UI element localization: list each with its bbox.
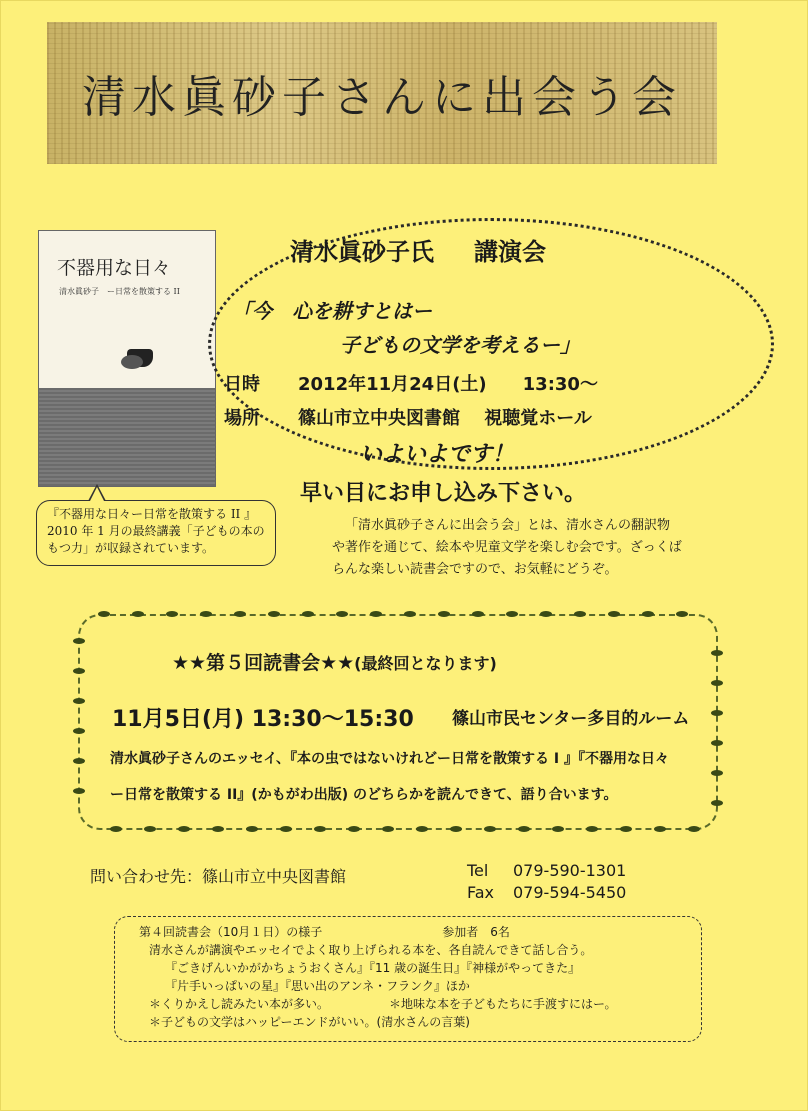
vine-leaf bbox=[676, 611, 688, 617]
callout-line2: 2010 年 1 月の最終講義「子どもの本の bbox=[47, 524, 265, 538]
report-participants: 参加者 6名 bbox=[442, 925, 510, 939]
report-heading: 第４回読書会（10月１日）の様子 bbox=[139, 925, 323, 939]
announcement: いよいよです！ bbox=[360, 442, 515, 467]
vine-leaf bbox=[73, 728, 85, 734]
vine-leaf bbox=[166, 611, 178, 617]
vine-leaf bbox=[73, 638, 85, 644]
vine-leaf bbox=[450, 826, 462, 832]
lecturer-name: 清水眞砂子氏 bbox=[290, 238, 434, 266]
vine-leaf bbox=[73, 758, 85, 764]
place-label: 場所 bbox=[224, 408, 260, 429]
vine-leaf bbox=[382, 826, 394, 832]
callout-line1: 『不器用な日々ー日常を散策する II 』 bbox=[47, 507, 257, 521]
previous-meeting-report bbox=[114, 916, 702, 1042]
vine-leaf bbox=[132, 611, 144, 617]
report-line1: 清水さんが講演やエッセイでよく取り上げられる本を、各自読んできて話し合う。 bbox=[149, 943, 593, 957]
vine-leaf bbox=[144, 826, 156, 832]
vine-leaf bbox=[200, 611, 212, 617]
vine-leaf bbox=[540, 611, 552, 617]
report-note2: ＊地味な本を子どもたちに手渡すにはー。 bbox=[389, 997, 617, 1011]
meeting-title-sub: (最終回となります) bbox=[354, 654, 497, 673]
report-line2: 『ごきげんいかがかちょうおくさん』『11 歳の誕生日』『神様がやってきた』 bbox=[165, 961, 581, 975]
banner-title: 清水眞砂子さんに出会う会 bbox=[82, 72, 682, 123]
vine-leaf bbox=[280, 826, 292, 832]
report-line3: 『片手いっぱいの星』『思い出のアンネ・フランク』ほか bbox=[165, 979, 470, 993]
place-value: 篠山市立中央図書館 視聴覚ホール bbox=[298, 408, 592, 429]
vine-leaf bbox=[416, 826, 428, 832]
vine-leaf bbox=[711, 650, 723, 656]
lecture-theme-line1: 「今 心を耕すとはー bbox=[232, 299, 432, 323]
vine-leaf bbox=[620, 826, 632, 832]
meeting-description-line1: 清水眞砂子さんのエッセイ、『本の虫ではないけれどー日常を散策する I 』『不器用な日々 bbox=[110, 751, 669, 767]
book-cover-band bbox=[39, 388, 215, 486]
vine-leaf bbox=[348, 826, 360, 832]
vine-leaf bbox=[438, 611, 450, 617]
report-note1: ＊くりかえし読みたい本が多い。 bbox=[149, 997, 330, 1011]
book-title: 不器用な日々 bbox=[57, 257, 172, 279]
tel-number: 079-590-1301 bbox=[513, 861, 627, 880]
vine-leaf bbox=[98, 611, 110, 617]
vine-leaf bbox=[73, 788, 85, 794]
vine-leaf bbox=[688, 826, 700, 832]
meeting-place: 篠山市民センター多目的ルーム bbox=[452, 709, 690, 729]
book-cover bbox=[38, 230, 216, 487]
vine-leaf bbox=[711, 740, 723, 746]
vine-leaf bbox=[73, 668, 85, 674]
vine-leaf bbox=[608, 611, 620, 617]
book-author-line: 清水眞砂子 ー日常を散策する II bbox=[59, 287, 180, 296]
date-value: 2012年11月24日(土) 13:30～ bbox=[298, 374, 598, 395]
date-label: 日時 bbox=[224, 374, 260, 395]
vine-leaf bbox=[711, 800, 723, 806]
tel-label: Tel bbox=[467, 861, 489, 880]
vine-leaf bbox=[654, 826, 666, 832]
vine-leaf bbox=[314, 826, 326, 832]
report-notes-row bbox=[139, 995, 689, 1013]
vine-leaf bbox=[586, 826, 598, 832]
vine-leaf bbox=[178, 826, 190, 832]
fax-label: Fax bbox=[467, 883, 495, 902]
lecture-event: 講演会 bbox=[474, 238, 546, 266]
meeting-title-main: ★★第５回読書会★★ bbox=[172, 652, 355, 674]
vine-leaf bbox=[472, 611, 484, 617]
vine-leaf bbox=[404, 611, 416, 617]
report-heading-row bbox=[139, 923, 689, 941]
vine-leaf bbox=[642, 611, 654, 617]
vine-leaf bbox=[212, 826, 224, 832]
vine-leaf bbox=[73, 698, 85, 704]
vine-leaf bbox=[268, 611, 280, 617]
vine-leaf bbox=[711, 710, 723, 716]
about-text: 「清水眞砂子さんに出会う会」とは、清水さんの翻訳物や著作を通じて、絵本や児童文学を楽しむ会です。ざっくばらんな楽しい読書会ですので、お気軽にどうぞ。 bbox=[332, 518, 682, 577]
pot-illustration bbox=[127, 349, 153, 367]
book-callout bbox=[36, 500, 276, 566]
report-note3: ＊子どもの文学はハッピーエンドがいい。(清水さんの言葉) bbox=[149, 1015, 470, 1029]
vine-leaf bbox=[336, 611, 348, 617]
contact-numbers bbox=[467, 860, 626, 904]
vine-leaf bbox=[302, 611, 314, 617]
vine-leaf bbox=[552, 826, 564, 832]
vine-leaf bbox=[574, 611, 586, 617]
title-banner bbox=[47, 22, 717, 164]
vine-leaf bbox=[506, 611, 518, 617]
vine-leaf bbox=[711, 680, 723, 686]
lecture-theme-line2: 子どもの文学を考えるー」 bbox=[340, 333, 580, 357]
vine-leaf bbox=[484, 826, 496, 832]
vine-leaf bbox=[234, 611, 246, 617]
callout-line3: もつ力」が収録されています。 bbox=[47, 541, 215, 555]
contact-label: 問い合わせ先：篠山市立中央図書館 bbox=[90, 867, 347, 886]
about-paragraph bbox=[332, 515, 682, 581]
meeting-description-line2: ー日常を散策する II』(かもがわ出版) のどちらかを読んできて、語り合います。 bbox=[110, 787, 618, 803]
apply-note: 早い目にお申し込み下さい。 bbox=[300, 481, 587, 506]
vine-leaf bbox=[246, 826, 258, 832]
meeting-title bbox=[172, 648, 497, 675]
lecture-title bbox=[290, 232, 546, 267]
fax-number: 079-594-5450 bbox=[513, 883, 627, 902]
vine-leaf bbox=[370, 611, 382, 617]
callout-tail-fill bbox=[90, 487, 104, 501]
meeting-date: 11月5日(月) 13:30～15:30 bbox=[112, 707, 414, 732]
vine-leaf bbox=[518, 826, 530, 832]
vine-leaf bbox=[711, 770, 723, 776]
vine-leaf bbox=[110, 826, 122, 832]
